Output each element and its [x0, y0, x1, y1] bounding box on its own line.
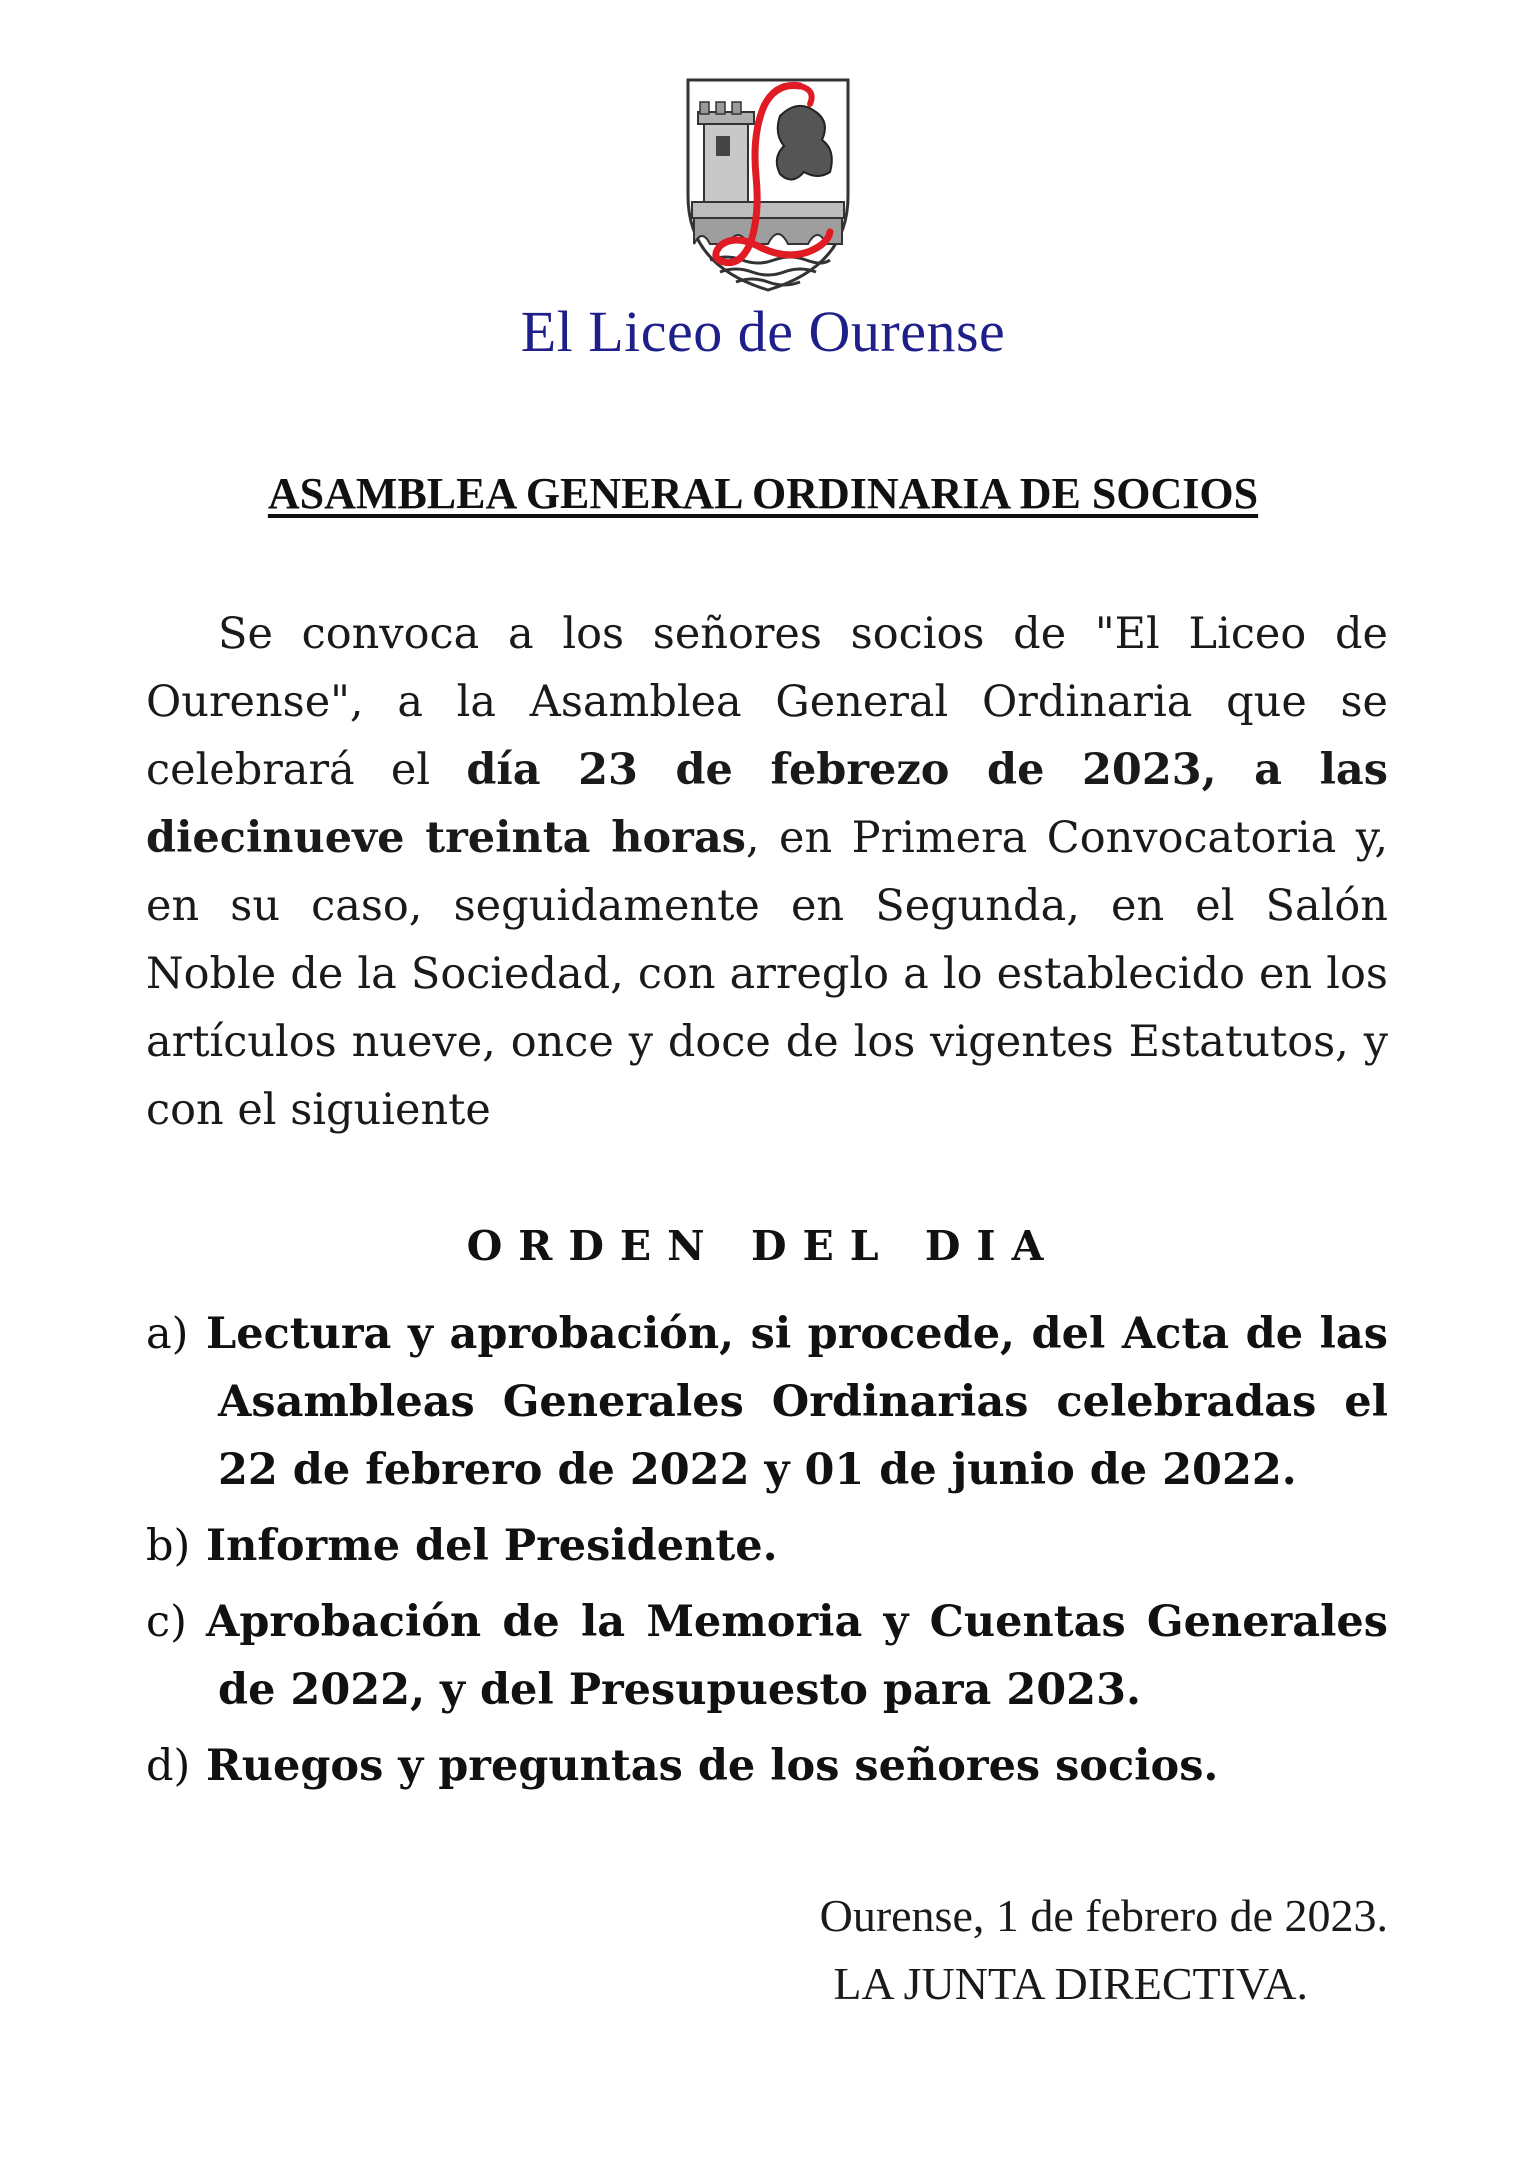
signature: LA JUNTA DIRECTIVA.	[833, 1958, 1308, 2009]
agenda-list	[146, 1300, 1388, 1808]
coat-of-arms-icon	[680, 76, 856, 296]
intro-text-start: Se convoca a los señores socios de "El Liceo de Ourense", a la Asamblea General Ordinaria que se celebrará el	[146, 609, 1388, 795]
agenda-item-text: Lectura y aprobación, si procede, del Acta de las Asambleas Generales Ordinarias celebradas el 22 de febrero de 2022 y 01 de junio de 2022.	[206, 1309, 1388, 1495]
agenda-item-text: Ruegos y preguntas de los señores socios.	[206, 1741, 1219, 1791]
document-title: ASAMBLEA GENERAL ORDINARIA DE SOCIOS	[267, 469, 1259, 518]
intro-paragraph	[146, 600, 1388, 1144]
intro-text-end: , en Primera Convocatoria y, en su caso, seguidamente en Segunda, en el Salón Noble de la Sociedad, con arreglo a lo establecido en los artículos nueve, once y doce de los vigentes Estatutos, y con el siguiente	[146, 813, 1389, 1135]
agenda-item-marker: d)	[146, 1741, 191, 1791]
agenda-item	[146, 1588, 1388, 1724]
agenda-item-marker: b)	[146, 1521, 191, 1571]
agenda-item	[146, 1732, 1388, 1800]
agenda-item-marker: c)	[146, 1597, 187, 1647]
agenda-item	[146, 1300, 1388, 1504]
organization-name: El Liceo de Ourense	[520, 299, 1006, 364]
closing-block	[560, 1882, 1388, 2018]
place-and-date: Ourense, 1 de febrero de 2023.	[819, 1890, 1388, 1941]
agenda-item-text: Informe del Presidente.	[206, 1521, 778, 1571]
agenda-heading: ORDEN DEL DIA	[466, 1222, 1060, 1270]
agenda-item	[146, 1512, 1388, 1580]
agenda-item-marker: a)	[146, 1309, 189, 1359]
agenda-item-text: Aprobación de la Memoria y Cuentas Generales de 2022, y del Presupuesto para 2023.	[206, 1597, 1388, 1715]
intro-date-time: día 23 de febrezo de 2023, a las diecinueve treinta horas	[146, 745, 1388, 863]
